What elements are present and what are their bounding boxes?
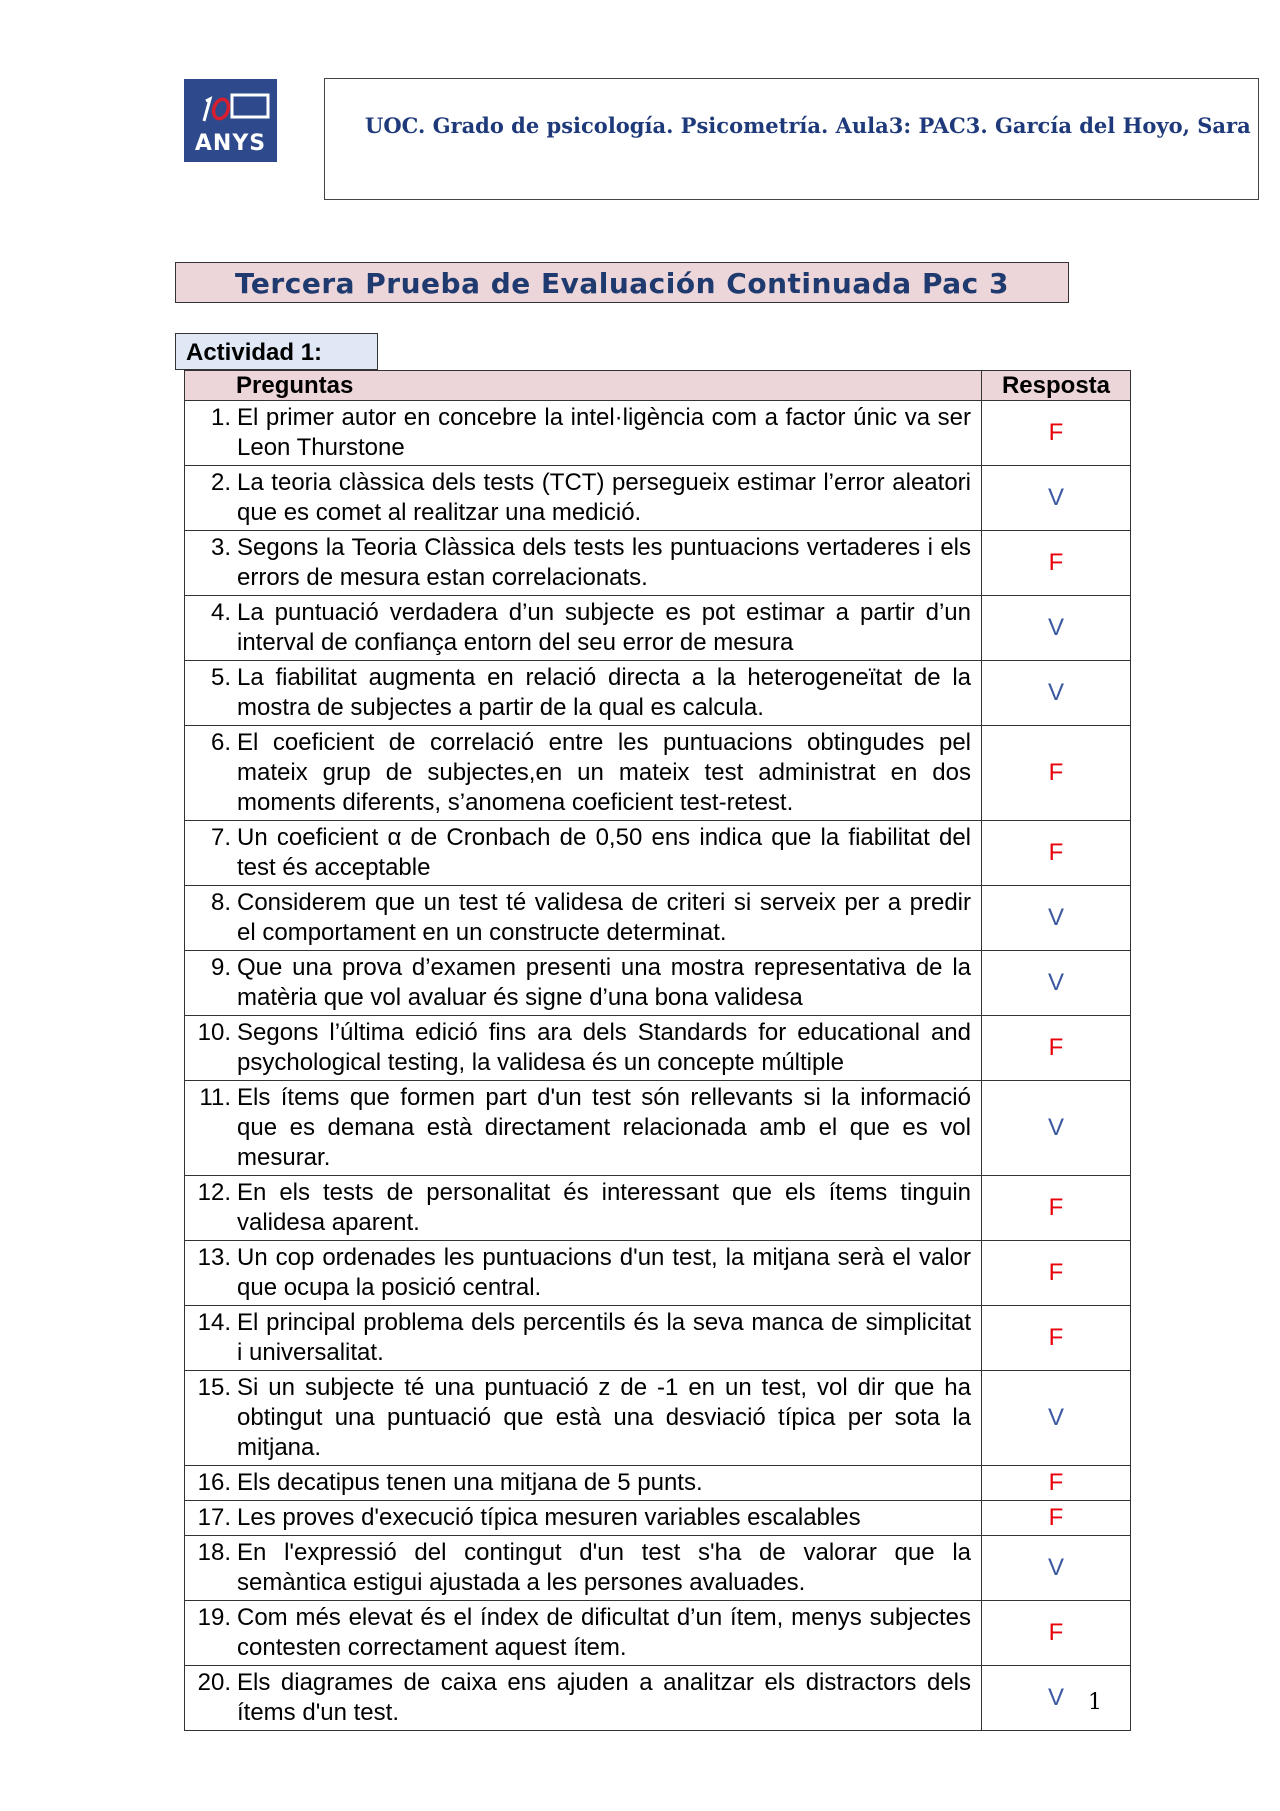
question-cell bbox=[185, 661, 982, 726]
question-text: La puntuació verdadera d’un subjecte es pot estimar a partir d’un interval de confiança entorn del seu error de mesura bbox=[237, 599, 971, 656]
questions-table-body bbox=[185, 401, 1131, 1731]
question-number: 4. bbox=[210, 599, 231, 626]
question-cell bbox=[185, 1241, 982, 1306]
question-text: Si un subjecte té una puntuació z de -1 en un test, vol dir que ha obtingut una puntuació que està una desviació típica per sota la mitjana. bbox=[237, 1374, 971, 1461]
answer-cell: V bbox=[982, 1371, 1131, 1466]
question-text: La teoria clàssica dels tests (TCT) persegueix estimar l’error aleatori que es comet al realitzar una medició. bbox=[237, 469, 971, 526]
question-number: 20. bbox=[197, 1669, 231, 1696]
answer-cell: F bbox=[982, 1016, 1131, 1081]
answer-cell: V bbox=[982, 886, 1131, 951]
answer-cell: F bbox=[982, 1176, 1131, 1241]
question-cell bbox=[185, 531, 982, 596]
table-row bbox=[185, 1666, 1131, 1731]
question-cell bbox=[185, 886, 982, 951]
question-cell bbox=[185, 1081, 982, 1176]
answer-cell: V bbox=[982, 1666, 1131, 1731]
question-number: 8. bbox=[210, 889, 231, 916]
table-row bbox=[185, 1081, 1131, 1176]
answer-cell: F bbox=[982, 531, 1131, 596]
logo-text: ANYS bbox=[194, 131, 267, 156]
question-text: Els decatipus tenen una mitjana de 5 punts. bbox=[237, 1469, 703, 1496]
answer-cell: F bbox=[982, 1466, 1131, 1501]
table-row bbox=[185, 1501, 1131, 1536]
logo-mark-icon bbox=[188, 91, 273, 127]
page-number: 1 bbox=[1088, 1690, 1102, 1715]
table-row bbox=[185, 1371, 1131, 1466]
question-cell bbox=[185, 1601, 982, 1666]
uoc-10-anys-logo bbox=[184, 79, 277, 162]
question-cell bbox=[185, 1176, 982, 1241]
question-number: 3. bbox=[210, 534, 231, 561]
question-text: El principal problema dels percentils és la seva manca de simplicitat i universalitat. bbox=[237, 1309, 971, 1366]
question-number: 17. bbox=[197, 1504, 231, 1531]
answer-cell: V bbox=[982, 466, 1131, 531]
table-row bbox=[185, 661, 1131, 726]
table-row bbox=[185, 821, 1131, 886]
activity-label-box bbox=[175, 333, 378, 370]
question-number: 10. bbox=[197, 1019, 231, 1046]
question-cell bbox=[185, 1536, 982, 1601]
question-cell bbox=[185, 401, 982, 466]
table-row bbox=[185, 401, 1131, 466]
question-text: Els ítems que formen part d'un test són rellevants si la informació que es demana està directament relacionada amb el que es vol mesurar. bbox=[237, 1084, 971, 1171]
table-row bbox=[185, 726, 1131, 821]
question-number: 6. bbox=[210, 729, 231, 756]
question-number: 13. bbox=[197, 1244, 231, 1271]
answer-cell: V bbox=[982, 1536, 1131, 1601]
question-cell bbox=[185, 1666, 982, 1731]
question-text: Un cop ordenades les puntuacions d'un test, la mitjana serà el valor que ocupa la posició central. bbox=[237, 1244, 971, 1301]
question-number: 19. bbox=[197, 1604, 231, 1631]
table-row bbox=[185, 1306, 1131, 1371]
question-text: Un coeficient α de Cronbach de 0,50 ens indica que la fiabilitat del test és acceptable bbox=[237, 824, 971, 881]
question-cell bbox=[185, 951, 982, 1016]
question-number: 12. bbox=[197, 1179, 231, 1206]
question-cell bbox=[185, 1306, 982, 1371]
table-row bbox=[185, 531, 1131, 596]
table-header-row bbox=[185, 371, 1131, 401]
question-cell bbox=[185, 466, 982, 531]
table-row bbox=[185, 1536, 1131, 1601]
table-row bbox=[185, 1016, 1131, 1081]
question-number: 18. bbox=[197, 1539, 231, 1566]
answer-cell: V bbox=[982, 951, 1131, 1016]
question-number: 16. bbox=[197, 1469, 231, 1496]
question-number: 9. bbox=[210, 954, 231, 981]
question-text: En els tests de personalitat és interessant que els ítems tinguin validesa aparent. bbox=[237, 1179, 971, 1236]
question-text: Els diagrames de caixa ens ajuden a analitzar els distractors dels ítems d'un test. bbox=[237, 1669, 971, 1726]
table-row bbox=[185, 1466, 1131, 1501]
questions-table bbox=[184, 370, 1131, 1731]
question-cell bbox=[185, 596, 982, 661]
header-text: UOC. Grado de psicología. Psicometría. Aula3: PAC3. García del Hoyo, Sara bbox=[365, 113, 1251, 138]
answer-cell: F bbox=[982, 1501, 1131, 1536]
answer-cell: F bbox=[982, 821, 1131, 886]
question-number: 11. bbox=[199, 1084, 231, 1111]
answer-cell: F bbox=[982, 401, 1131, 466]
question-cell bbox=[185, 1371, 982, 1466]
question-number: 14. bbox=[197, 1309, 231, 1336]
table-row bbox=[185, 596, 1131, 661]
table-row bbox=[185, 466, 1131, 531]
answer-cell: V bbox=[982, 661, 1131, 726]
question-cell bbox=[185, 1466, 982, 1501]
activity-label: Actividad 1: bbox=[186, 339, 323, 366]
table-row bbox=[185, 951, 1131, 1016]
table-row bbox=[185, 886, 1131, 951]
question-text: Que una prova d’examen presenti una mostra representativa de la matèria que vol avaluar és signe d’una bona validesa bbox=[237, 954, 971, 1011]
question-cell bbox=[185, 821, 982, 886]
column-header-questions: Preguntas bbox=[185, 371, 982, 401]
answer-cell: V bbox=[982, 596, 1131, 661]
question-number: 7. bbox=[210, 824, 231, 851]
question-text: Considerem que un test té validesa de criteri si serveix per a predir el comportament en un constructe determinat. bbox=[237, 889, 971, 946]
question-text: Segons l’última edició fins ara dels Standards for educational and psychological testing, la validesa és un concepte múltiple bbox=[237, 1019, 971, 1076]
table-row bbox=[185, 1241, 1131, 1306]
answer-cell: F bbox=[982, 726, 1131, 821]
page-title: Tercera Prueba de Evaluación Continuada Pac 3 bbox=[235, 267, 1009, 300]
question-text: Com més elevat és el índex de dificultat d’un ítem, menys subjectes contesten correctament aquest ítem. bbox=[237, 1604, 971, 1661]
answer-cell: V bbox=[982, 1081, 1131, 1176]
question-text: El coeficient de correlació entre les puntuacions obtingudes pel mateix grup de subjectes,en un mateix test administrat en dos moments diferents, s’anomena coeficient test-retest. bbox=[237, 729, 971, 816]
question-text: El primer autor en concebre la intel·ligència com a factor únic va ser Leon Thurstone bbox=[237, 404, 971, 461]
page-title-box bbox=[175, 262, 1069, 303]
table-row bbox=[185, 1601, 1131, 1666]
column-header-answer: Resposta bbox=[982, 371, 1131, 401]
question-text: La fiabilitat augmenta en relació directa a la heterogeneïtat de la mostra de subjectes a partir de la qual es calcula. bbox=[237, 664, 971, 721]
answer-cell: F bbox=[982, 1306, 1131, 1371]
table-row bbox=[185, 1176, 1131, 1241]
question-text: En l'expressió del contingut d'un test s'ha de valorar que la semàntica estigui ajustada a les persones avaluades. bbox=[237, 1539, 971, 1596]
question-number: 1. bbox=[210, 404, 231, 431]
question-cell bbox=[185, 726, 982, 821]
question-number: 5. bbox=[210, 664, 231, 691]
question-number: 2. bbox=[210, 469, 231, 496]
question-cell bbox=[185, 1016, 982, 1081]
question-number: 15. bbox=[197, 1374, 231, 1401]
question-text: Les proves d'execució típica mesuren variables escalables bbox=[237, 1504, 861, 1531]
answer-cell: F bbox=[982, 1241, 1131, 1306]
question-cell bbox=[185, 1501, 982, 1536]
document-header bbox=[324, 78, 1259, 200]
question-text: Segons la Teoria Clàssica dels tests les puntuacions vertaderes i els errors de mesura estan correlacionats. bbox=[237, 534, 971, 591]
answer-cell: F bbox=[982, 1601, 1131, 1666]
